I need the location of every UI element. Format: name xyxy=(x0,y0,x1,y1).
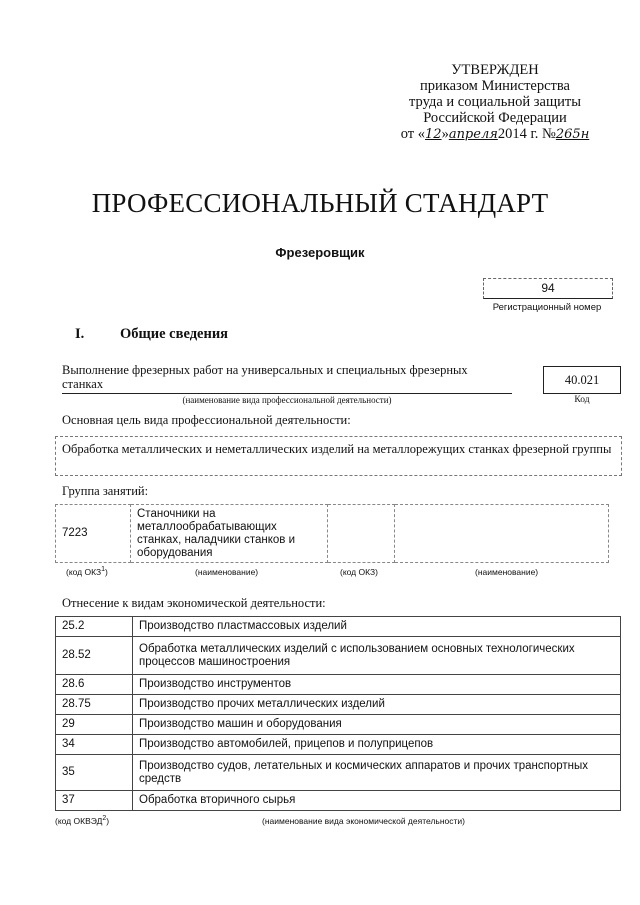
okved-name: Производство машин и оборудования xyxy=(133,715,621,735)
handwritten-number: 265н xyxy=(555,127,590,142)
okved-code: 25.2 xyxy=(56,617,133,637)
okved-code: 28.75 xyxy=(56,695,133,715)
table-row xyxy=(56,791,621,811)
activity-kind-text: Выполнение фрезерных работ на универсальных и специальных фрезерных станках xyxy=(62,363,468,391)
goal-label: Основная цель вида профессиональной деятельности: xyxy=(62,413,351,427)
registration-label: Регистрационный номер xyxy=(492,302,602,313)
table-row xyxy=(56,715,621,735)
divider xyxy=(62,393,512,394)
okved-code: 34 xyxy=(56,735,133,755)
okved-name: Производство инструментов xyxy=(133,675,621,695)
okz-name: Станочники на металлообрабатывающих станках, наладчики станков и оборудования xyxy=(131,505,328,563)
approval-line: УТВЕРЖДЕН xyxy=(451,62,539,78)
table-row xyxy=(56,637,621,675)
section-number: I. xyxy=(75,326,85,342)
okz-code-2 xyxy=(328,505,395,563)
caption-okz-name-2: (наименование) xyxy=(475,567,539,577)
okz-code: 7223 xyxy=(56,505,131,563)
caption-okz-code-2: (код ОКЗ) xyxy=(340,567,378,577)
handwritten-month: апреля xyxy=(448,127,498,142)
goal-text: Обработка металлических и неметаллических изделий на металлорежущих станках фрезерной группы xyxy=(62,442,612,456)
table-row xyxy=(56,617,621,637)
activity-kind-caption: (наименование вида профессиональной деятельности) xyxy=(182,395,392,405)
okved-name: Обработка металлических изделий с использованием основных технологических процессов машиностроения xyxy=(133,637,621,675)
table-row xyxy=(56,695,621,715)
okved-name: Производство пластмассовых изделий xyxy=(133,617,621,637)
activity-code-label: Код xyxy=(574,395,590,405)
okved-name: Обработка вторичного сырья xyxy=(133,791,621,811)
section-heading xyxy=(75,326,228,343)
activity-code-box: 40.021 xyxy=(543,366,621,394)
registration-number-box: 94 xyxy=(483,278,613,299)
occupation-group-label: Группа занятий: xyxy=(62,484,149,498)
okved-name: Производство автомобилей, прицепов и полуприцепов xyxy=(133,735,621,755)
table-row xyxy=(56,505,609,563)
okved-name: Производство судов, летательных и космических аппаратов и прочих транспортных средств xyxy=(133,755,621,791)
caption-okved-name: (наименование вида экономической деятельности) xyxy=(262,816,465,826)
okved-code: 35 xyxy=(56,755,133,791)
okz-name-2 xyxy=(395,505,609,563)
approval-date: от «12»апреля2014 г. №265н xyxy=(400,126,590,142)
economic-activities-table xyxy=(55,616,621,811)
economic-activities-label: Отнесение к видам экономической деятельности: xyxy=(62,596,326,610)
approval-line: Российской Федерации xyxy=(423,110,567,126)
okved-code: 37 xyxy=(56,791,133,811)
approval-block xyxy=(400,62,590,143)
okved-code: 29 xyxy=(56,715,133,735)
section-title: Общие сведения xyxy=(120,326,229,342)
okved-name: Производство прочих металлических изделий xyxy=(133,695,621,715)
caption-okz-code: (код ОКЗ$^1$) xyxy=(66,566,108,577)
approval-line: приказом Министерства xyxy=(420,78,570,94)
table-row xyxy=(56,675,621,695)
caption-okz-name: (наименование) xyxy=(195,567,259,577)
okved-code: 28.6 xyxy=(56,675,133,695)
caption-okved-code: (код ОКВЭД$^2$) xyxy=(55,815,110,826)
okved-code: 28.52 xyxy=(56,637,133,675)
profession-name: Фрезеровщик xyxy=(275,245,365,260)
table-row xyxy=(56,755,621,791)
approval-line: труда и социальной защиты xyxy=(409,94,581,110)
table-row xyxy=(56,735,621,755)
handwritten-day: 12 xyxy=(425,127,442,142)
occupation-group-table xyxy=(55,504,609,563)
document-title: ПРОФЕССИОНАЛЬНЫЙ СТАНДАРТ xyxy=(91,188,549,218)
